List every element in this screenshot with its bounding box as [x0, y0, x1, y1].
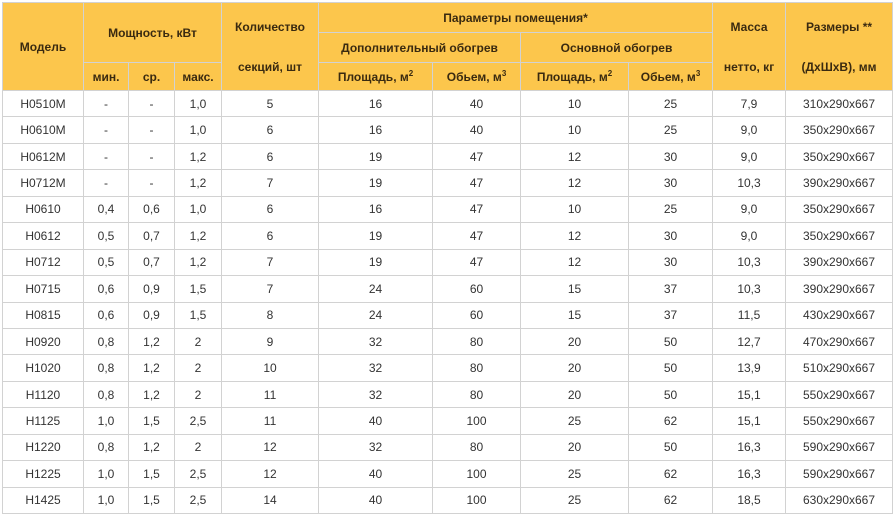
- cell-extra-area: 32: [319, 328, 433, 354]
- cell-power-max: 1,0: [175, 117, 222, 143]
- cell-size: 550x290x667: [786, 408, 893, 434]
- sections-label-line2: секций, шт: [238, 59, 303, 74]
- extra-area-label: Площадь, м: [337, 69, 409, 84]
- cell-model: H0612M: [3, 143, 84, 169]
- cell-main-volume: 25: [629, 117, 713, 143]
- table-row: [3, 223, 893, 249]
- main-volume-sup: 3: [695, 68, 701, 78]
- cell-mass: 18,5: [713, 487, 786, 513]
- cell-sections: 10: [222, 355, 319, 381]
- table-row: [3, 117, 893, 143]
- cell-power-max: 1,2: [175, 223, 222, 249]
- col-header-size: [786, 3, 893, 91]
- table-row: [3, 302, 893, 328]
- cell-size: 390x290x667: [786, 170, 893, 196]
- cell-power-avg: -: [129, 117, 175, 143]
- cell-model: H1125: [3, 408, 84, 434]
- cell-power-min: 1,0: [84, 408, 129, 434]
- cell-sections: 14: [222, 487, 319, 513]
- cell-sections: 5: [222, 91, 319, 117]
- cell-model: H0712M: [3, 170, 84, 196]
- cell-power-max: 1,0: [175, 196, 222, 222]
- size-label-line1: Размеры **: [805, 19, 873, 34]
- col-header-power: Мощность, кВт: [84, 3, 222, 63]
- cell-extra-area: 40: [319, 461, 433, 487]
- cell-mass: 16,3: [713, 434, 786, 460]
- cell-main-volume: 30: [629, 143, 713, 169]
- table-row: [3, 249, 893, 275]
- cell-model: H0610: [3, 196, 84, 222]
- cell-main-volume: 30: [629, 249, 713, 275]
- cell-size: 590x290x667: [786, 461, 893, 487]
- cell-extra-area: 19: [319, 249, 433, 275]
- cell-power-avg: 0,9: [129, 302, 175, 328]
- cell-power-min: 1,0: [84, 461, 129, 487]
- main-volume-label: Обьем, м: [640, 69, 696, 84]
- cell-power-max: 2,5: [175, 461, 222, 487]
- cell-sections: 12: [222, 434, 319, 460]
- cell-sections: 9: [222, 328, 319, 354]
- cell-model: H0510M: [3, 91, 84, 117]
- cell-extra-volume: 100: [433, 408, 521, 434]
- main-area-label: Площадь, м: [536, 69, 608, 84]
- cell-main-volume: 30: [629, 170, 713, 196]
- cell-power-avg: 0,6: [129, 196, 175, 222]
- cell-extra-volume: 80: [433, 434, 521, 460]
- table-row: [3, 381, 893, 407]
- cell-extra-volume: 47: [433, 170, 521, 196]
- cell-size: 350x290x667: [786, 196, 893, 222]
- cell-sections: 7: [222, 249, 319, 275]
- heater-spec-table: [2, 2, 893, 514]
- cell-mass: 7,9: [713, 91, 786, 117]
- cell-power-avg: 0,7: [129, 249, 175, 275]
- col-header-room-params: Параметры помещения*: [319, 3, 713, 33]
- cell-mass: 11,5: [713, 302, 786, 328]
- cell-main-volume: 50: [629, 355, 713, 381]
- cell-power-min: -: [84, 143, 129, 169]
- cell-main-area: 12: [521, 170, 629, 196]
- size-label-line2: (ДхШхВ), мм: [801, 59, 877, 74]
- table-row: [3, 487, 893, 513]
- cell-size: 390x290x667: [786, 249, 893, 275]
- cell-model: H0612: [3, 223, 84, 249]
- cell-extra-volume: 40: [433, 91, 521, 117]
- cell-power-avg: 1,5: [129, 461, 175, 487]
- cell-main-area: 20: [521, 355, 629, 381]
- cell-power-avg: 0,9: [129, 276, 175, 302]
- cell-power-avg: 1,2: [129, 434, 175, 460]
- cell-size: 350x290x667: [786, 143, 893, 169]
- cell-power-avg: 1,5: [129, 487, 175, 513]
- cell-power-min: 0,5: [84, 249, 129, 275]
- cell-size: 430x290x667: [786, 302, 893, 328]
- mass-label-line1: Масса: [730, 19, 768, 34]
- table-row: [3, 170, 893, 196]
- cell-extra-volume: 80: [433, 381, 521, 407]
- cell-main-area: 25: [521, 461, 629, 487]
- cell-mass: 12,7: [713, 328, 786, 354]
- cell-mass: 10,3: [713, 249, 786, 275]
- cell-main-area: 20: [521, 381, 629, 407]
- cell-extra-volume: 100: [433, 461, 521, 487]
- cell-power-max: 2: [175, 434, 222, 460]
- cell-extra-volume: 40: [433, 117, 521, 143]
- cell-power-min: -: [84, 91, 129, 117]
- col-header-sections: [222, 3, 319, 91]
- cell-power-max: 1,5: [175, 302, 222, 328]
- cell-model: H0815: [3, 302, 84, 328]
- cell-main-volume: 50: [629, 328, 713, 354]
- cell-main-volume: 62: [629, 487, 713, 513]
- cell-power-min: -: [84, 170, 129, 196]
- cell-mass: 9,0: [713, 117, 786, 143]
- cell-power-avg: 1,2: [129, 328, 175, 354]
- cell-extra-volume: 47: [433, 249, 521, 275]
- col-header-extra-heating: Дополнительный обогрев: [319, 33, 521, 63]
- col-header-main-volume: [629, 63, 713, 91]
- table-row: [3, 196, 893, 222]
- cell-main-area: 10: [521, 117, 629, 143]
- cell-extra-volume: 80: [433, 355, 521, 381]
- cell-power-min: 0,8: [84, 355, 129, 381]
- table-row: [3, 408, 893, 434]
- cell-sections: 7: [222, 170, 319, 196]
- cell-power-max: 2,5: [175, 408, 222, 434]
- cell-power-max: 2: [175, 381, 222, 407]
- cell-extra-area: 19: [319, 143, 433, 169]
- cell-size: 630x290x667: [786, 487, 893, 513]
- cell-power-avg: 1,5: [129, 408, 175, 434]
- cell-extra-volume: 100: [433, 487, 521, 513]
- cell-extra-area: 16: [319, 91, 433, 117]
- cell-power-avg: -: [129, 143, 175, 169]
- cell-sections: 11: [222, 408, 319, 434]
- cell-main-volume: 50: [629, 381, 713, 407]
- cell-model: H1120: [3, 381, 84, 407]
- cell-extra-area: 32: [319, 381, 433, 407]
- extra-area-sup: 2: [408, 68, 414, 78]
- cell-extra-volume: 47: [433, 196, 521, 222]
- table-body: [3, 91, 893, 514]
- cell-model: H0920: [3, 328, 84, 354]
- cell-size: 550x290x667: [786, 381, 893, 407]
- cell-mass: 9,0: [713, 196, 786, 222]
- cell-main-area: 20: [521, 328, 629, 354]
- cell-sections: 8: [222, 302, 319, 328]
- cell-sections: 11: [222, 381, 319, 407]
- cell-size: 510x290x667: [786, 355, 893, 381]
- cell-mass: 9,0: [713, 143, 786, 169]
- cell-main-area: 12: [521, 143, 629, 169]
- cell-main-area: 25: [521, 487, 629, 513]
- cell-main-area: 25: [521, 408, 629, 434]
- cell-sections: 6: [222, 117, 319, 143]
- cell-size: 590x290x667: [786, 434, 893, 460]
- cell-extra-volume: 47: [433, 143, 521, 169]
- cell-extra-volume: 47: [433, 223, 521, 249]
- cell-sections: 6: [222, 223, 319, 249]
- table-row: [3, 328, 893, 354]
- cell-power-min: 0,6: [84, 302, 129, 328]
- extra-volume-sup: 3: [501, 68, 507, 78]
- cell-power-avg: 0,7: [129, 223, 175, 249]
- cell-main-area: 10: [521, 91, 629, 117]
- cell-mass: 15,1: [713, 408, 786, 434]
- cell-mass: 10,3: [713, 276, 786, 302]
- cell-sections: 12: [222, 461, 319, 487]
- cell-main-volume: 37: [629, 276, 713, 302]
- cell-extra-area: 19: [319, 170, 433, 196]
- cell-mass: 16,3: [713, 461, 786, 487]
- cell-mass: 9,0: [713, 223, 786, 249]
- cell-main-volume: 62: [629, 461, 713, 487]
- cell-power-min: 1,0: [84, 487, 129, 513]
- col-header-model: Модель: [3, 3, 84, 91]
- cell-extra-area: 40: [319, 487, 433, 513]
- table-row: [3, 91, 893, 117]
- cell-extra-volume: 60: [433, 276, 521, 302]
- cell-power-min: -: [84, 117, 129, 143]
- cell-main-area: 12: [521, 249, 629, 275]
- cell-size: 470x290x667: [786, 328, 893, 354]
- cell-power-max: 1,0: [175, 91, 222, 117]
- cell-main-area: 12: [521, 223, 629, 249]
- cell-power-avg: -: [129, 91, 175, 117]
- col-header-extra-area: [319, 63, 433, 91]
- cell-power-max: 1,5: [175, 276, 222, 302]
- col-header-extra-volume: [433, 63, 521, 91]
- cell-extra-area: 24: [319, 276, 433, 302]
- col-header-power-avg: ср.: [129, 63, 175, 91]
- cell-power-min: 0,8: [84, 434, 129, 460]
- cell-model: H1225: [3, 461, 84, 487]
- cell-extra-volume: 60: [433, 302, 521, 328]
- cell-power-max: 1,2: [175, 170, 222, 196]
- cell-mass: 13,9: [713, 355, 786, 381]
- table-row: [3, 434, 893, 460]
- cell-sections: 6: [222, 196, 319, 222]
- cell-model: H0715: [3, 276, 84, 302]
- cell-extra-area: 16: [319, 196, 433, 222]
- cell-power-min: 0,5: [84, 223, 129, 249]
- extra-volume-label: Обьем, м: [446, 69, 502, 84]
- cell-power-avg: 1,2: [129, 381, 175, 407]
- cell-sections: 7: [222, 276, 319, 302]
- cell-power-min: 0,4: [84, 196, 129, 222]
- col-header-main-heating: Основной обогрев: [521, 33, 713, 63]
- cell-mass: 15,1: [713, 381, 786, 407]
- cell-power-max: 1,2: [175, 249, 222, 275]
- cell-extra-area: 19: [319, 223, 433, 249]
- cell-model: H0712: [3, 249, 84, 275]
- cell-sections: 6: [222, 143, 319, 169]
- table-row: [3, 355, 893, 381]
- cell-power-avg: -: [129, 170, 175, 196]
- main-area-sup: 2: [607, 68, 613, 78]
- cell-power-min: 0,8: [84, 381, 129, 407]
- cell-model: H1220: [3, 434, 84, 460]
- cell-power-max: 2: [175, 328, 222, 354]
- cell-mass: 10,3: [713, 170, 786, 196]
- col-header-main-area: [521, 63, 629, 91]
- cell-power-avg: 1,2: [129, 355, 175, 381]
- cell-main-area: 20: [521, 434, 629, 460]
- table-row: [3, 143, 893, 169]
- cell-main-volume: 25: [629, 196, 713, 222]
- cell-main-volume: 30: [629, 223, 713, 249]
- cell-model: H0610M: [3, 117, 84, 143]
- cell-power-max: 1,2: [175, 143, 222, 169]
- mass-label-line2: нетто, кг: [723, 59, 775, 74]
- col-header-power-max: макс.: [175, 63, 222, 91]
- cell-extra-volume: 80: [433, 328, 521, 354]
- cell-size: 350x290x667: [786, 117, 893, 143]
- cell-size: 390x290x667: [786, 276, 893, 302]
- cell-extra-area: 32: [319, 434, 433, 460]
- sections-label-line1: Количество: [235, 19, 305, 34]
- cell-extra-area: 32: [319, 355, 433, 381]
- cell-main-volume: 62: [629, 408, 713, 434]
- cell-size: 310x290x667: [786, 91, 893, 117]
- cell-model: H1425: [3, 487, 84, 513]
- cell-model: H1020: [3, 355, 84, 381]
- cell-power-max: 2: [175, 355, 222, 381]
- cell-power-max: 2,5: [175, 487, 222, 513]
- cell-power-min: 0,8: [84, 328, 129, 354]
- col-header-power-min: мин.: [84, 63, 129, 91]
- cell-extra-area: 24: [319, 302, 433, 328]
- cell-main-area: 15: [521, 302, 629, 328]
- cell-main-volume: 37: [629, 302, 713, 328]
- cell-main-area: 10: [521, 196, 629, 222]
- table-row: [3, 276, 893, 302]
- cell-extra-area: 16: [319, 117, 433, 143]
- cell-size: 350x290x667: [786, 223, 893, 249]
- col-header-mass: [713, 3, 786, 91]
- cell-main-volume: 25: [629, 91, 713, 117]
- cell-main-volume: 50: [629, 434, 713, 460]
- table-row: [3, 461, 893, 487]
- cell-main-area: 15: [521, 276, 629, 302]
- cell-power-min: 0,6: [84, 276, 129, 302]
- cell-extra-area: 40: [319, 408, 433, 434]
